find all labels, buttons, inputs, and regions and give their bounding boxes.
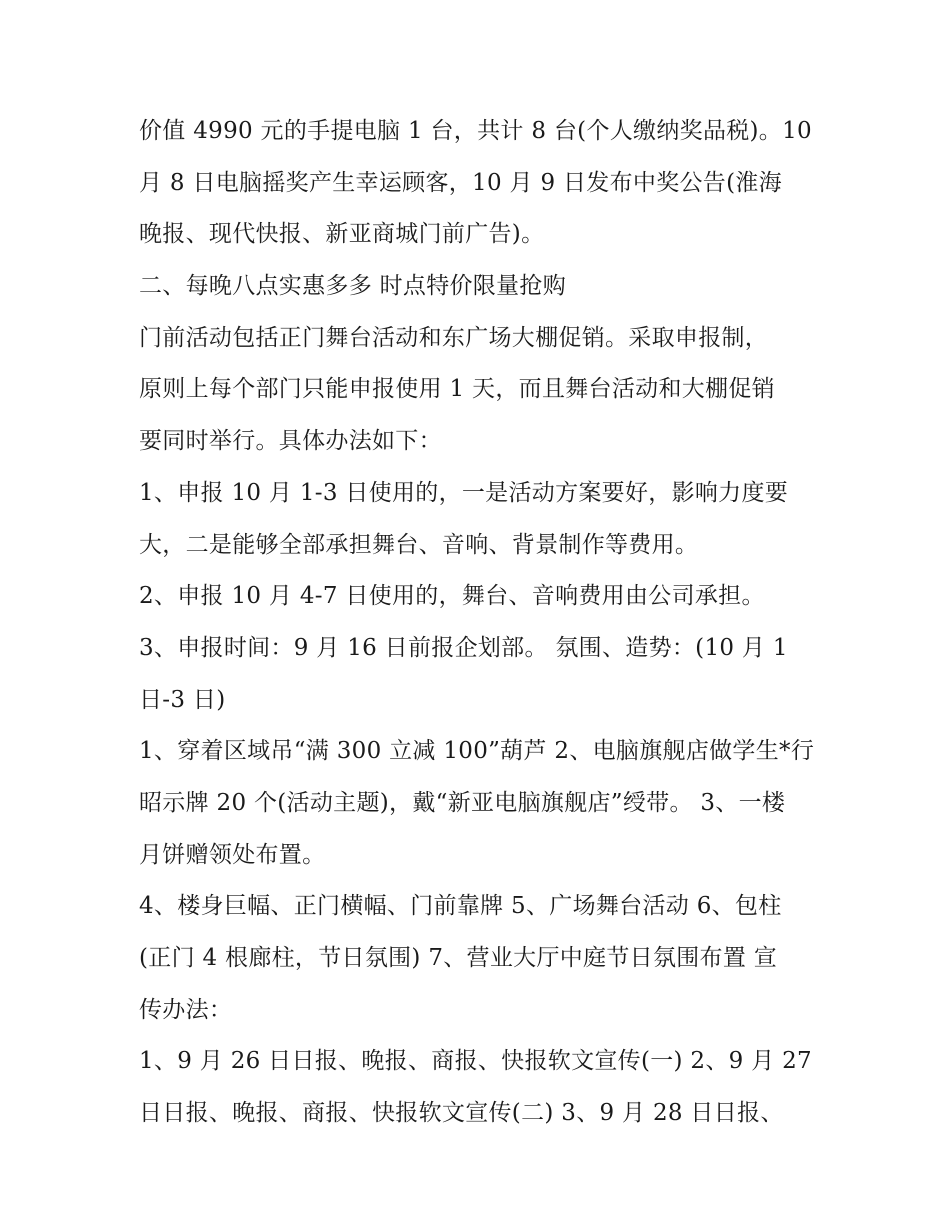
list-item: 4、楼身巨幅、正门横幅、门前靠牌 5、广场舞台活动 6、包柱 xyxy=(139,893,782,920)
text-line: 门前活动包括正门舞台活动和东广场大棚促销。采取申报制， xyxy=(139,324,769,351)
text-line: 日日报、晚报、商报、快报软文宣传(二) 3、9 月 28 日日报、 xyxy=(139,1100,784,1127)
text-line: 价值 4990 元的手提电脑 1 台，共计 8 台(个人缴纳奖品税)。10 xyxy=(139,118,812,144)
text-line: 月饼赠领处布置。 xyxy=(139,841,326,868)
text-line: 大，二是能够全部承担舞台、音响、背景制作等费用。 xyxy=(139,531,699,558)
document-body xyxy=(139,106,819,1140)
list-item: 3、申报时间：9 月 16 日前报企划部。 氛围、造势：(10 月 1 xyxy=(139,634,788,661)
text-line: 原则上每个部门只能申报使用 1 天，而且舞台活动和大棚促销 xyxy=(139,376,775,403)
text-line: 传办法： xyxy=(139,996,233,1023)
text-line: 昭示牌 20 个(活动主题)，戴“新亚电脑旗舰店”绶带。 3、一楼 xyxy=(139,789,786,816)
text-line: 晚报、现代快报、新亚商城门前广告)。 xyxy=(139,221,545,248)
list-item: 1、9 月 26 日日报、晚报、商报、快报软文宣传(一) 2、9 月 27 xyxy=(139,1048,812,1075)
text-line: (正门 4 根廊柱，节日氛围) 7、营业大厅中庭节日氛围布置 宣 xyxy=(139,945,778,971)
section-heading: 二、每晚八点实惠多多 时点特价限量抢购 xyxy=(139,273,567,300)
list-item: 2、申报 10 月 4-7 日使用的，舞台、音响费用由公司承担。 xyxy=(139,583,765,610)
text-line: 月 8 日电脑摇奖产生幸运顾客，10 月 9 日发布中奖公告(淮海 xyxy=(139,169,782,196)
list-item: 1、穿着区域吊“满 300 立减 100”葫芦 2、电脑旗舰店做学生*行 xyxy=(139,738,815,765)
list-item: 1、申报 10 月 1-3 日使用的，一是活动方案要好，影响力度要 xyxy=(139,479,789,506)
text-line: 要同时举行。具体办法如下： xyxy=(139,428,442,455)
text-line: 日-3 日) xyxy=(139,686,226,713)
